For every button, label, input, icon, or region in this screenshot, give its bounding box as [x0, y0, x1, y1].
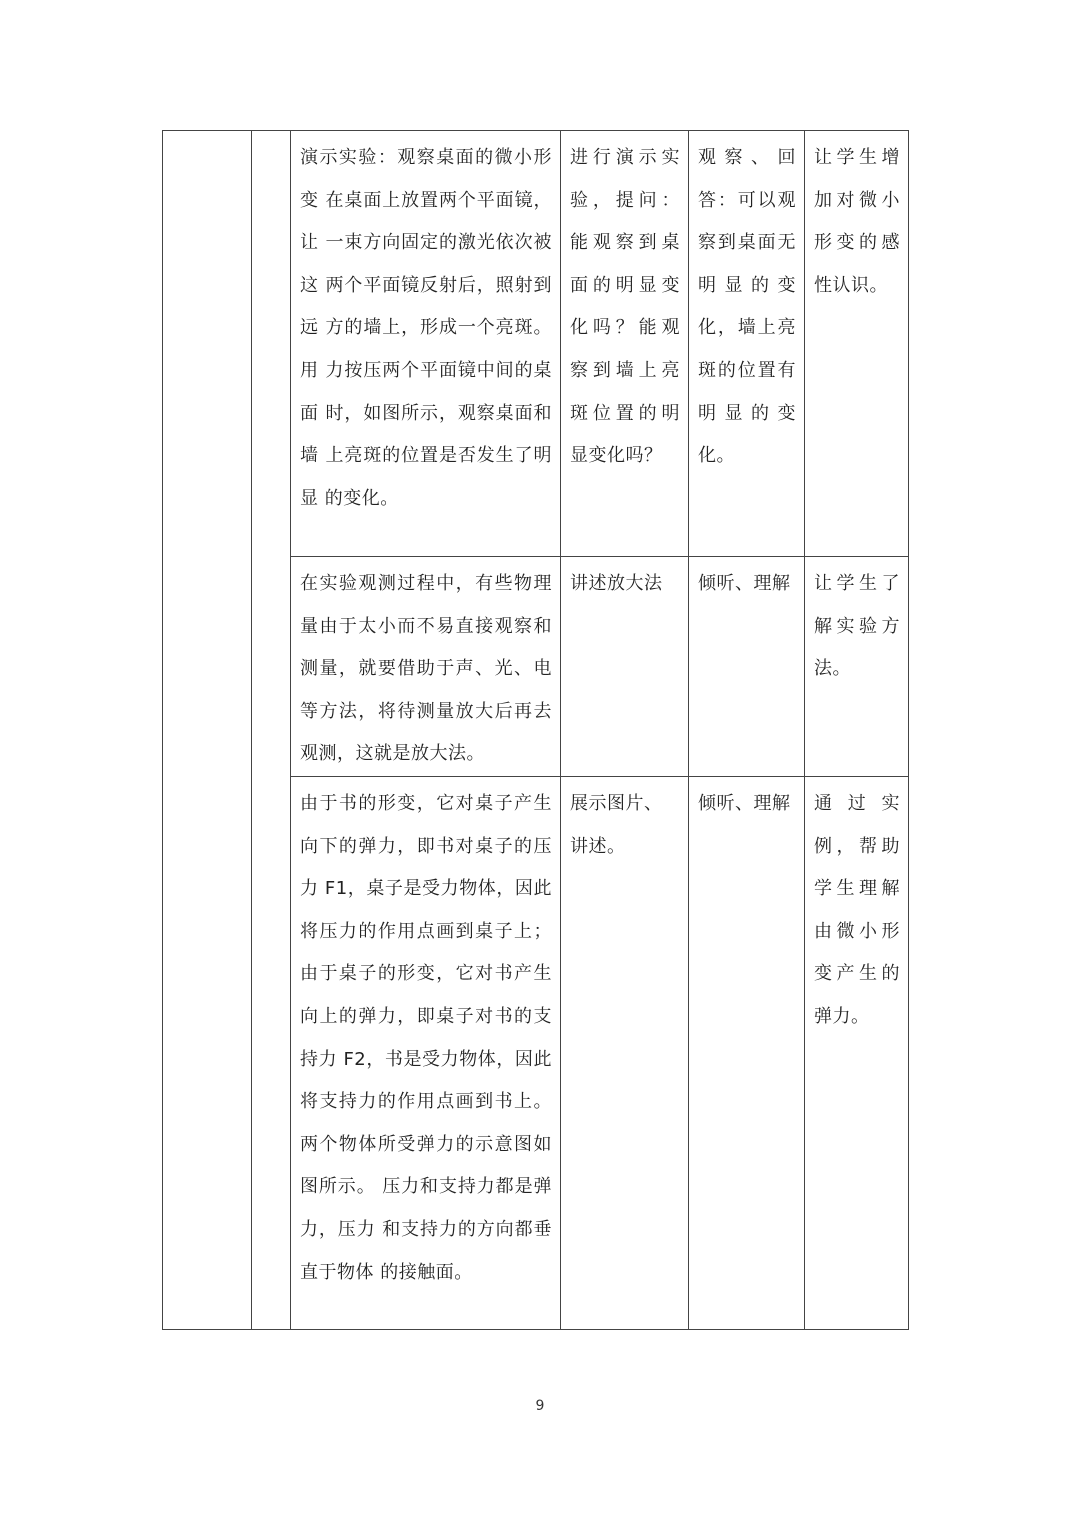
- design-intent-text: 让学生增加对微小形变的感性认识。: [814, 147, 900, 296]
- content-cell: [291, 776, 561, 1329]
- student-activity-text: 观察、回答：可以观察到桌面无明显的变化，墙上亮斑的位置有明显的变化。: [698, 147, 796, 467]
- teacher-activity-cell: [561, 131, 689, 557]
- student-activity-text: 倾听、理解: [698, 573, 791, 594]
- design-intent-cell: [805, 557, 909, 777]
- content-cell: [291, 557, 561, 777]
- teacher-activity-text: 讲述放大法: [570, 573, 663, 594]
- design-intent-cell: [805, 776, 909, 1329]
- content-text: 在实验观测过程中，有些物理量由于太小而不易直接观察和测量，就要借助于声、光、电等方法，将待测量放大后再去观测，这就是放大法。: [300, 573, 552, 765]
- content-text: 由于书的形变，它对桌子产生向下的弹力，即书对桌子的压力 F1，桌子是受力物体，因此将压力的作用点画到桌子上；由于桌子的形变，它对书产生向上的弹力，即桌子对书的支持力 F2，书是受力物体，因此将支持力的作用点画到书上。两个物体所受弹力的示意图如图所示。 压力和支持力都是弹力，压力 和支持力的方向都垂直于物体 的接触面。: [300, 792, 552, 1283]
- student-activity-cell: [689, 131, 805, 557]
- student-activity-cell: [689, 776, 805, 1329]
- teacher-activity-text: 进行演示实验，提问：能观察到桌面的明显变化吗？能观察到墙上亮斑位置的明显变化吗？: [570, 147, 680, 467]
- page-number: 9: [535, 1398, 545, 1414]
- stage-cell: [163, 131, 252, 1330]
- time-cell: [252, 131, 291, 1330]
- table-row: [163, 131, 909, 557]
- lesson-plan-table: [162, 130, 909, 1330]
- teacher-activity-text: 展示图片、讲述。: [570, 792, 663, 857]
- design-intent-text: 通过实例，帮助学生理解由微小形变产生的弹力。: [814, 792, 900, 1027]
- teacher-activity-cell: [561, 776, 689, 1329]
- design-intent-cell: [805, 131, 909, 557]
- design-intent-text: 让学生了解实验方法。: [814, 573, 900, 680]
- content-cell: [291, 131, 561, 557]
- student-activity-cell: [689, 557, 805, 777]
- student-activity-text: 倾听、理解: [698, 792, 791, 814]
- teacher-activity-cell: [561, 557, 689, 777]
- content-text: 演示实验：观察桌面的微小形变 在桌面上放置两个平面镜，让 一束方向固定的激光依次被这 两个平面镜反射后，照射到远 方的墙上，形成一个亮斑。用 力按压两个平面镜中间的桌面 时，如图所示，观察桌面和墙 上亮斑的位置是否发生了明显 的变化。: [300, 147, 552, 509]
